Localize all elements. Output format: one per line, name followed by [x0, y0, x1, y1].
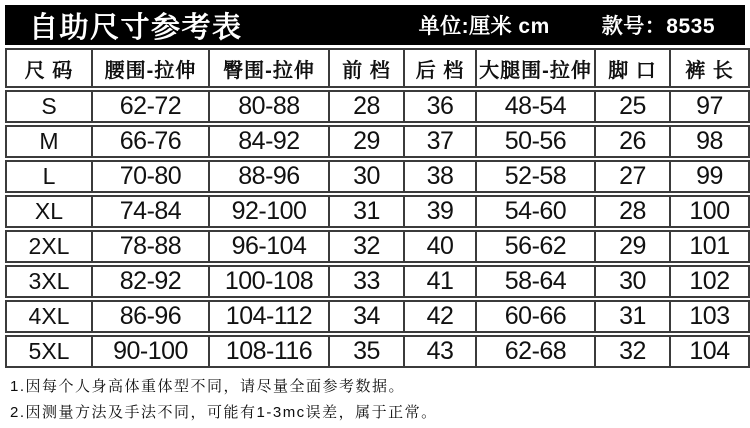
unit-label: 单位:厘米 cm: [418, 15, 550, 38]
table-cell: 26: [594, 127, 669, 156]
footnote-2: 2.因测量方法及手法不同，可能有1-3mc误差，属于正常。: [10, 403, 438, 421]
footnotes: [10, 376, 745, 428]
table-cell: 97: [669, 92, 748, 121]
table-cell: 62-72: [91, 92, 208, 121]
table-cell: 80-88: [208, 92, 328, 121]
table-row: [5, 160, 750, 193]
table-cell: 102: [669, 267, 748, 296]
table-cell: 78-88: [91, 232, 208, 261]
table-cell: XL: [34, 198, 64, 224]
table-cell: 42: [403, 302, 475, 331]
table-cell: 101: [669, 232, 748, 261]
column-header: 大腿围-拉伸: [475, 50, 594, 86]
footnote-1: 1.因每个人身高体重体型不同，请尽量全面参考数据。: [10, 378, 406, 395]
column-header: 臀围-拉伸: [208, 50, 328, 86]
table-cell: 39: [403, 197, 475, 226]
column-header: 尺 码: [24, 59, 74, 82]
table-cell: 3XL: [28, 268, 70, 294]
table-cell: 37: [403, 127, 475, 156]
table-cell: 104-112: [208, 302, 328, 331]
table-cell: L: [42, 163, 56, 189]
table-cell: 32: [328, 232, 403, 261]
column-header: 裤 长: [669, 50, 748, 86]
table-cell: 74-84: [91, 197, 208, 226]
table-cell: 25: [594, 92, 669, 121]
table-cell: 31: [594, 302, 669, 331]
table-cell: S: [41, 93, 57, 119]
table-cell: 33: [328, 267, 403, 296]
table-cell: 92-100: [208, 197, 328, 226]
table-cell: 27: [594, 162, 669, 191]
table-cell: 60-66: [475, 302, 594, 331]
table-cell: 88-96: [208, 162, 328, 191]
table-cell: M: [39, 128, 59, 154]
table-cell: 4XL: [28, 303, 70, 329]
table-cell: 108-116: [208, 337, 328, 366]
table-cell: 31: [328, 197, 403, 226]
table-cell: 84-92: [208, 127, 328, 156]
table-cell: 86-96: [91, 302, 208, 331]
column-header: 腰围-拉伸: [91, 50, 208, 86]
table-cell: 52-58: [475, 162, 594, 191]
table-cell: 35: [328, 337, 403, 366]
table-row: [5, 195, 750, 228]
table-cell: 58-64: [475, 267, 594, 296]
table-cell: 90-100: [91, 337, 208, 366]
table-cell: 50-56: [475, 127, 594, 156]
header-bar: [5, 5, 745, 45]
table-cell: 5XL: [28, 338, 70, 364]
table-cell: 98: [669, 127, 748, 156]
table-cell: 32: [594, 337, 669, 366]
table-cell: 48-54: [475, 92, 594, 121]
table-cell: 28: [594, 197, 669, 226]
table-cell: 56-62: [475, 232, 594, 261]
table-cell: 100: [669, 197, 748, 226]
table-cell: 54-60: [475, 197, 594, 226]
table-cell: 2XL: [28, 233, 70, 259]
table-cell: 36: [403, 92, 475, 121]
table-cell: 70-80: [91, 162, 208, 191]
table-row: [5, 335, 750, 368]
table-row: [5, 300, 750, 333]
table-cell: 104: [669, 337, 748, 366]
table-cell: 29: [594, 232, 669, 261]
style-number-label: 款号：8535: [601, 15, 715, 38]
column-header: 后 档: [403, 50, 475, 86]
table-row: [5, 230, 750, 263]
table-row: [5, 125, 750, 158]
table-cell: 30: [328, 162, 403, 191]
table-cell: 82-92: [91, 267, 208, 296]
table-cell: 100-108: [208, 267, 328, 296]
table-cell: 30: [594, 267, 669, 296]
page-title: 自助尺寸参考表: [29, 11, 243, 44]
table-cell: 96-104: [208, 232, 328, 261]
table-cell: 66-76: [91, 127, 208, 156]
column-header: 脚 口: [594, 50, 669, 86]
table-cell: 34: [328, 302, 403, 331]
table-cell: 29: [328, 127, 403, 156]
table-cell: 43: [403, 337, 475, 366]
table-cell: 28: [328, 92, 403, 121]
table-row: [5, 265, 750, 298]
table-header-row: [5, 48, 750, 88]
table-row: [5, 90, 750, 123]
column-header: 前 档: [328, 50, 403, 86]
table-cell: 41: [403, 267, 475, 296]
table-cell: 40: [403, 232, 475, 261]
table-cell: 103: [669, 302, 748, 331]
size-table: [5, 48, 750, 368]
table-cell: 99: [669, 162, 748, 191]
table-cell: 38: [403, 162, 475, 191]
table-cell: 62-68: [475, 337, 594, 366]
